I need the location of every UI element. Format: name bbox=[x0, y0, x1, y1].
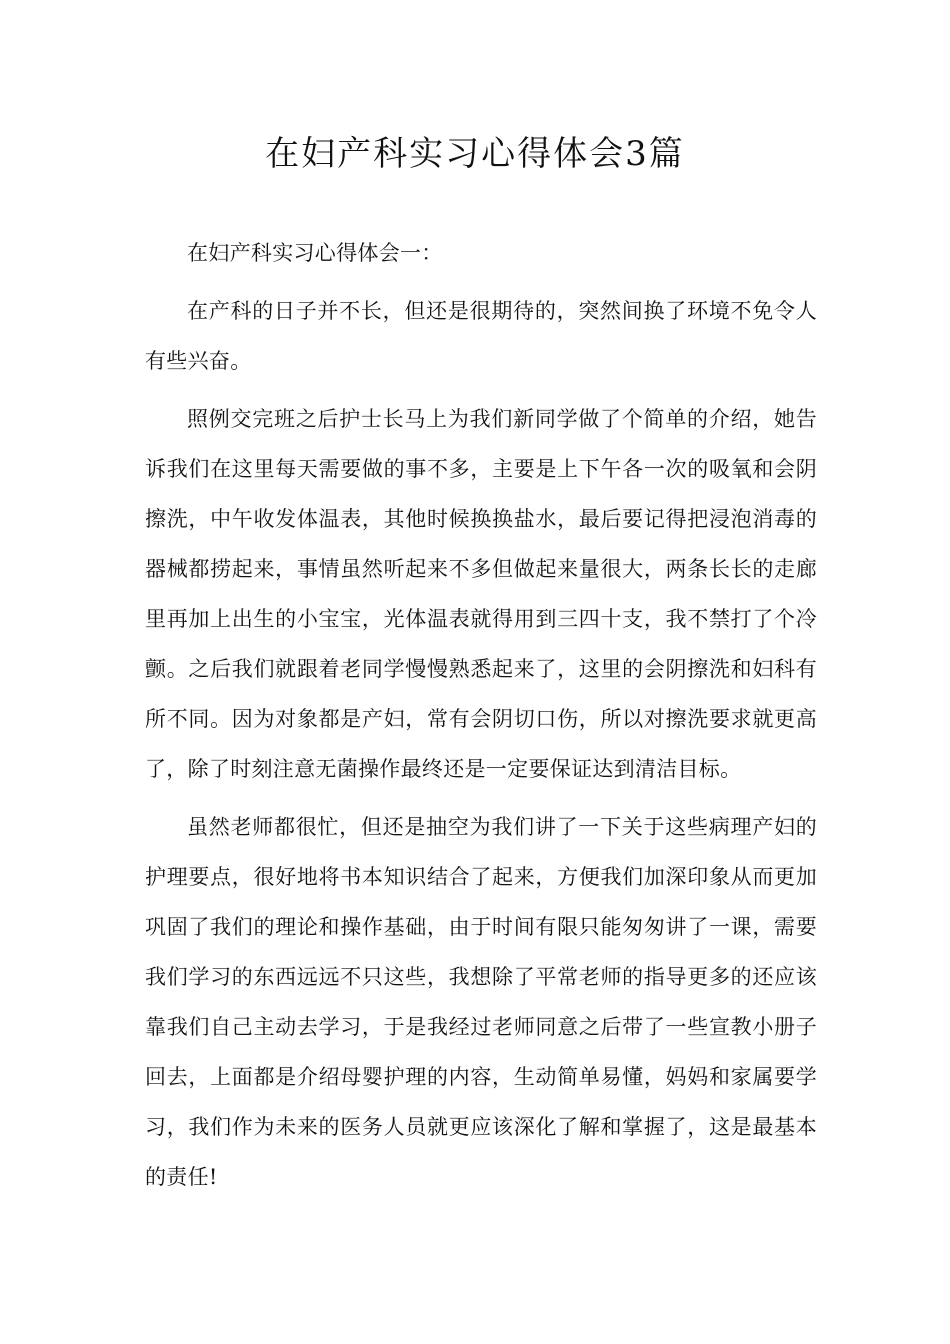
paragraph-duties: 照例交完班之后护士长马上为我们新同学做了个简单的介绍，她告诉我们在这里每天需要做的事不多，主要是上下午各一次的吸氧和会阴擦洗，中午收发体温表，其他时候换换盐水，最后要记得把浸泡消毒的器械都捞起来，事情虽然听起来不多但做起来量很大，两条长长的走廊里再加上出生的小宝宝，光体温表就得用到三四十支，我不禁打了个冷颤。之后我们就跟着老同学慢慢熟悉起来了，这里的会阴擦洗和妇科有所不同。因为对象都是产妇，常有会阴切口伤，所以对擦洗要求就更高了，除了时刻注意无菌操作最终还是一定要保证达到清洁目标。 bbox=[145, 407, 817, 781]
paragraph-section-heading: 在妇产科实习心得体会一： bbox=[187, 241, 443, 265]
paragraph-intro: 在产科的日子并不长，但还是很期待的，突然间换了环境不免令人有些兴奋。 bbox=[145, 299, 817, 373]
paragraph-learning: 虽然老师都很忙，但还是抽空为我们讲了一下关于这些病理产妇的护理要点，很好地将书本知识结合了起来，方便我们加深印象从而更加巩固了我们的理论和操作基础，由于时间有限只能匆匆讲了一课，需要我们学习的东西远远不只这些，我想除了平常老师的指导更多的还应该靠我们自己主动去学习，于是我经过老师同意之后带了一些宣教小册子回去，上面都是介绍母婴护理的内容，生动简单易懂，妈妈和家属要学习，我们作为未来的医务人员就更应该深化了解和掌握了，这是最基本的责任! bbox=[145, 815, 817, 1189]
document-title: 在妇产科实习心得体会3篇 bbox=[265, 134, 685, 174]
document-body bbox=[145, 228, 817, 1210]
